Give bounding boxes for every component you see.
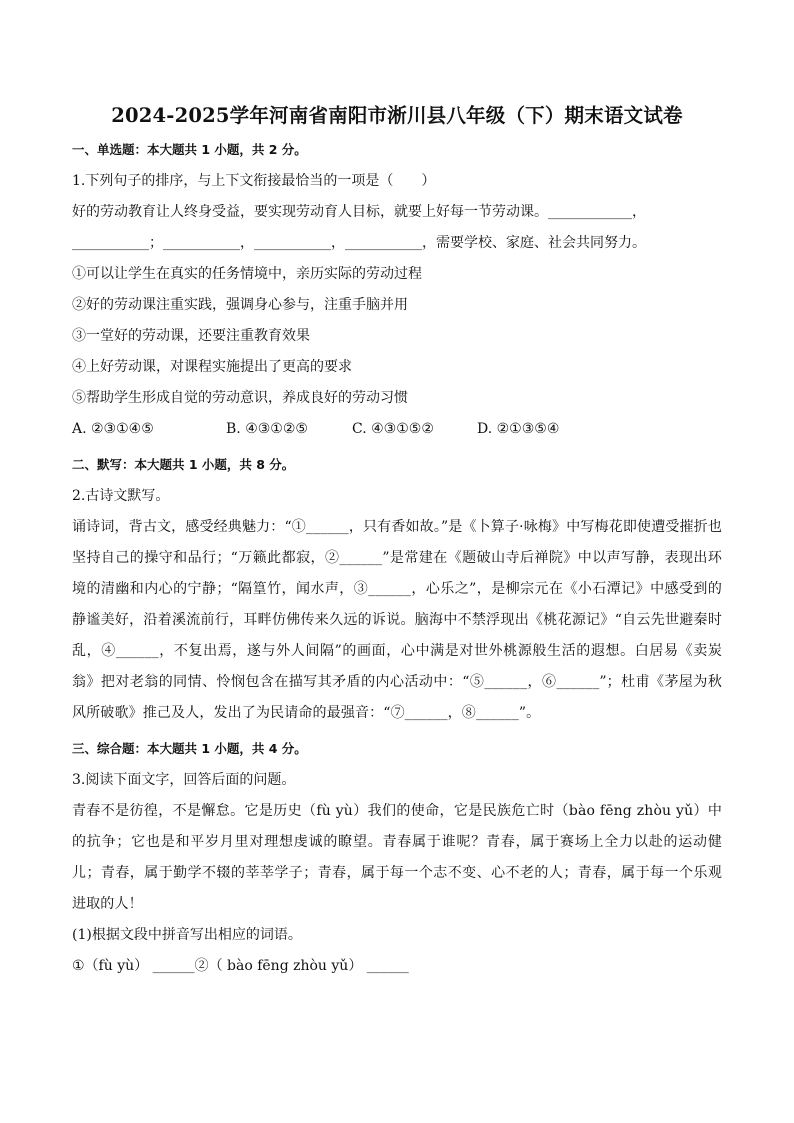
section-heading-single-choice: 一、单选题：本大题共 1 小题，共 2 分。 (72, 142, 307, 157)
exam-title: 2024-2025学年河南省南阳市淅川县八年级（下）期末语文试卷 (111, 104, 683, 127)
question-3-sub-question-1: (1)根据文段中拼音写出相应的词语。 (72, 927, 302, 943)
question-1-item: ①可以让学生在真实的任务情境中，亲历实际的劳动过程 (72, 266, 422, 282)
question-1-context-line-2: ___________；___________，___________，___________，需要学校、家庭、社会共同努力。 (72, 235, 646, 251)
question-2-body: 诵诗词，背古文，感受经典魅力：“①______，只有香如故。”是《卜算子·咏梅》中写梅花即使遭受摧折也坚持自己的操守和品行；“万籁此都寂，②______”是常建在《题破山寺后禅院》中以声写静，表现出环境的清幽和内心的宁静；“隔篁竹，闻水声，③______，心乐之”，是柳宗元在《小石潭记》中感受到的静谧美好，沿着溪流前行，耳畔仿佛传来久远的诉说。脑海中不禁浮现出《桃花源记》“自云先世避秦时乱，④______，不复出焉，遂与外人间隔”的画面，心中满是对世外桃源般生活的遐想。白居易《卖炭翁》把对老翁的同情、怜悯包含在描写其矛盾的内心活动中：“⑤______，⑥______”；杜甫《茅屋为秋风所破歌》推己及人，发出了为民请命的最强音：“⑦______，⑧______”。 (72, 519, 722, 721)
section-heading-comprehensive: 三、综合题：本大题共 1 小题，共 4 分。 (72, 741, 307, 756)
section-heading-dictation: 二、默写：本大题共 1 小题，共 8 分。 (72, 457, 295, 472)
question-1-options (72, 414, 722, 445)
question-1-stem: 1.下列句子的排序，与上下文衔接最恰当的一项是（ ） (72, 173, 436, 189)
question-1-item: ③一堂好的劳动课，还要注重教育效果 (72, 328, 310, 344)
question-1-item: ②好的劳动课注重实践，强调身心参与，注重手脑并用 (72, 297, 408, 313)
question-3-stem: 3.阅读下面文字，回答后面的问题。 (72, 772, 296, 788)
option-c[interactable]: C. ④③①⑤② (352, 421, 434, 437)
option-d[interactable]: D. ②①③⑤④ (477, 421, 560, 437)
question-2-stem: 2.古诗文默写。 (72, 488, 170, 504)
question-3-passage: 青春不是彷徨，不是懈怠。它是历史（fù yù）我们的使命，它是民族危亡时（bào fēng zhòu yǔ）中的抗争；它也是和平岁月里对理想虔诚的瞭望。青春属于谁呢？青春，属于赛场上全力以赴的运动健儿；青春，属于勤学不辍的莘莘学子；青春，属于每一个志不变、心不老的人；青春，属于每一个乐观进取的人！ (72, 803, 722, 912)
question-1-context-line-1: 好的劳动教育让人终身受益，要实现劳动育人目标，就要上好每一节劳动课。____________， (72, 204, 646, 220)
question-1-item: ⑤帮助学生形成自觉的劳动意识，养成良好的劳动习惯 (72, 390, 408, 406)
option-a[interactable]: A. ②③①④⑤ (72, 421, 154, 437)
option-b[interactable]: B. ④③①②⑤ (226, 421, 308, 437)
question-3-answer-blanks[interactable]: ①（fù yù） ______②（ bào fēng zhòu yǔ） ______ (72, 958, 409, 974)
question-1-item: ④上好劳动课，对课程实施提出了更高的要求 (72, 359, 352, 375)
